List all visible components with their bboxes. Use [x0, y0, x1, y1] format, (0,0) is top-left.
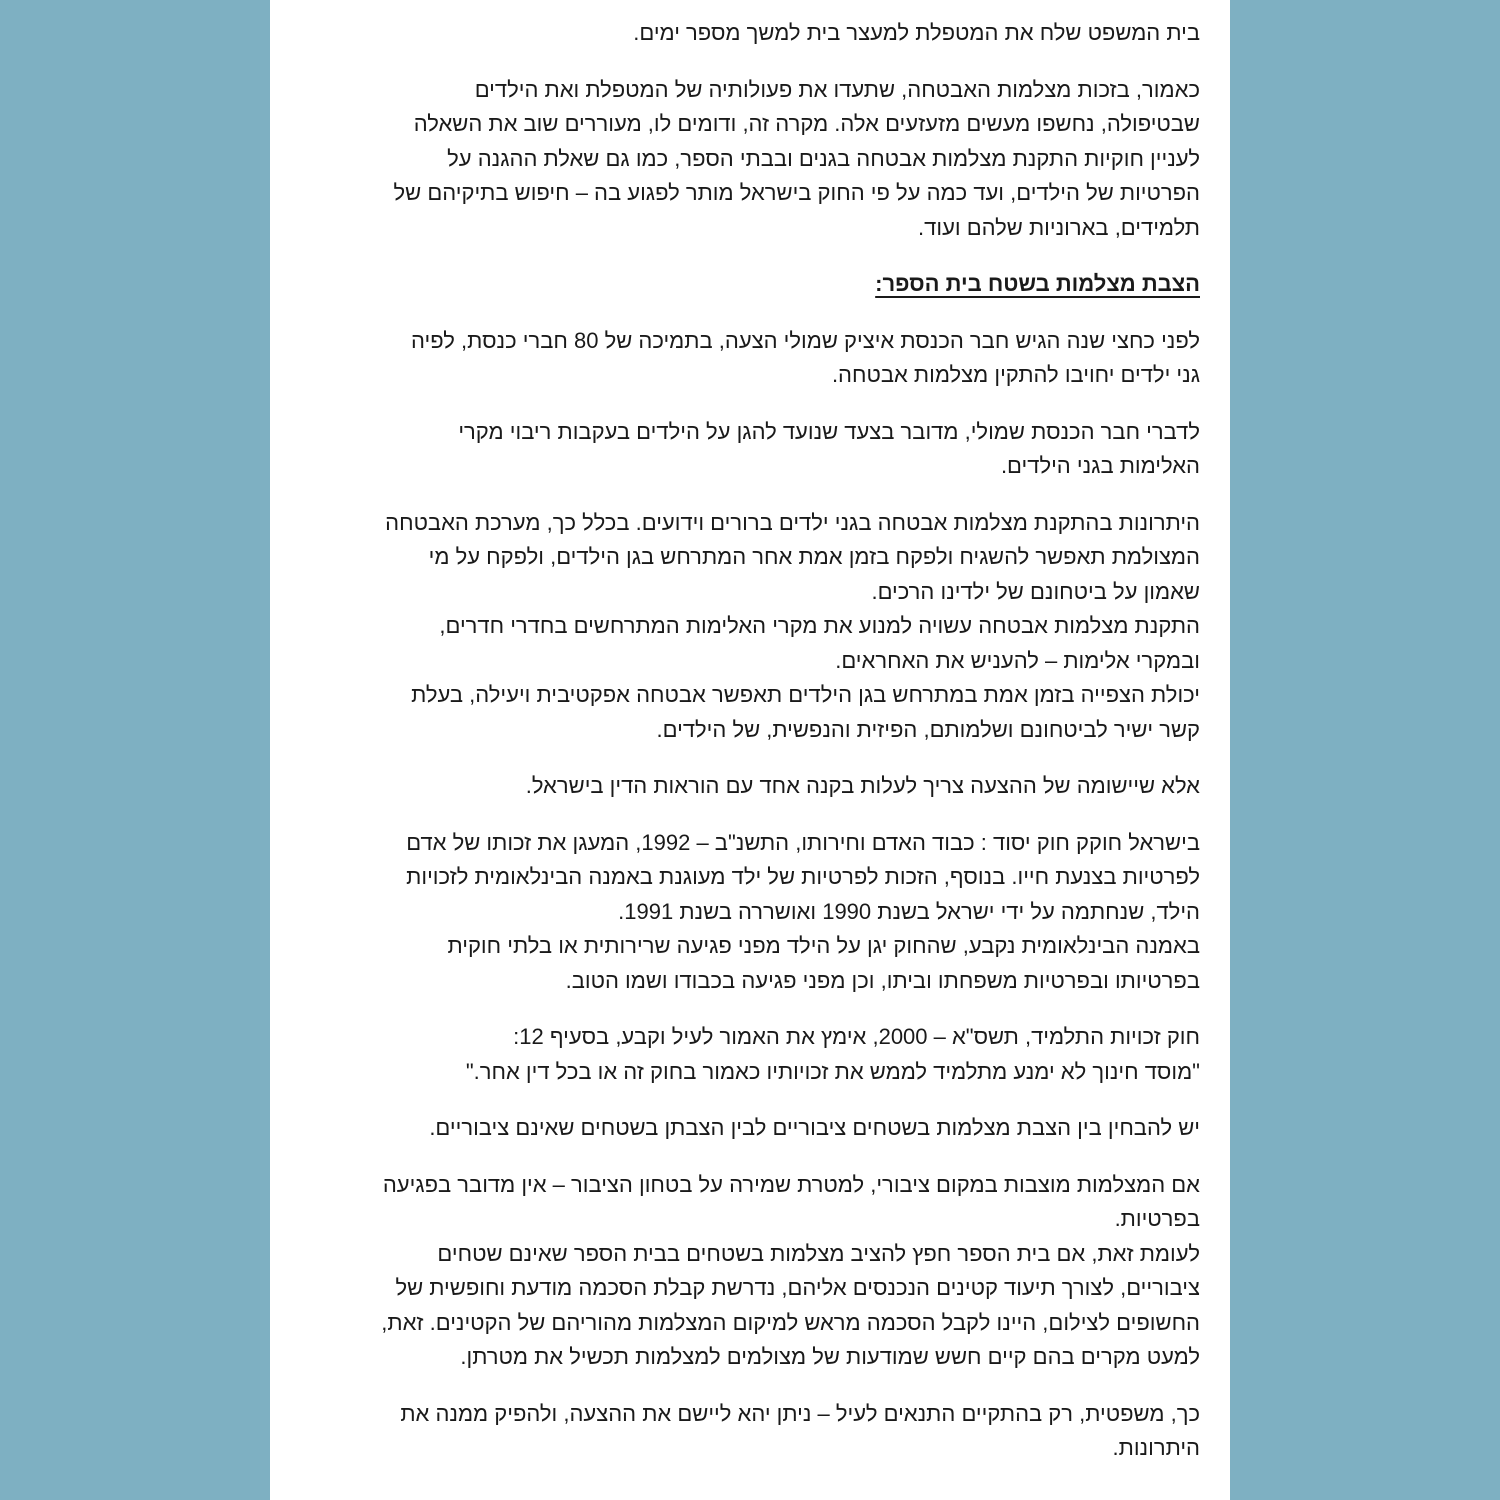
text-line: לדברי חבר הכנסת שמולי, מדובר בצעד שנועד להגן על הילדים בעקבות ריבוי מקרי	[458, 418, 1200, 444]
text-line: ציבוריים, לצורך תיעוד קטינים הנכנסים אליהם, נדרשת קבלת הסכמה מודעת וחופשית של	[395, 1275, 1200, 1300]
paragraph	[314, 324, 1200, 393]
heading-text: הצבת מצלמות בשטח בית הספר:	[875, 271, 1200, 296]
text-line: לפרטיות בצנעת חייו. בנוסף, הזכות לפרטיות של ילד מעוגנת באמנה הבינלאומית לזכויות	[406, 864, 1200, 889]
paragraph	[314, 1397, 1200, 1466]
section-heading	[314, 267, 1200, 302]
paragraph	[314, 826, 1200, 999]
text-line: יכולת הצפייה בזמן אמת במתרחש בגן הילדים תאפשר אבטחה אפקטיבית ויעילה, בעלת	[411, 682, 1200, 707]
text-line: קשר ישיר לביטחונם ושלמותם, הפיזית והנפשית, של הילדים.	[656, 716, 1200, 742]
text-line: בפרטיותו ובפרטיות משפחתו וביתו, וכן מפני פגיעה בכבודו ושמו הטוב.	[565, 967, 1200, 993]
text-line: בית המשפט שלח את המטפלת למעצר בית למשך מספר ימים.	[633, 20, 1200, 45]
paragraph	[314, 769, 1200, 804]
text-line: היתרונות בהתקנת מצלמות אבטחה בגני ילדים ברורים וידועים. בכלל כך, מערכת האבטחה	[385, 509, 1200, 535]
text-line: למעט מקרים בהם קיים חשש שמודעות של מצולמים למצלמות תכשיל את מטרתן.	[460, 1344, 1200, 1369]
text-line: שאמון על ביטחונם של ילדינו הרכים.	[871, 578, 1200, 604]
paragraph	[314, 1111, 1200, 1146]
text-line: תלמידים, בארוניות שלהם ועוד.	[918, 214, 1200, 240]
text-line: היתרונות.	[1112, 1435, 1200, 1460]
text-line: הפרטיות של הילדים, ועד כמה על פי החוק בישראל מותר לפגוע בה – חיפוש בתיקיהם של	[393, 180, 1200, 205]
text-line: שבטיפולה, נחשפו מעשים מזעזעים אלה. מקרה זה, ודומים לו, מעוררים שוב את השאלה	[413, 111, 1200, 136]
text-line: לעניין חוקיות התקנת מצלמות אבטחה בגנים ובבתי הספר, כמו גם שאלת ההגנה על	[447, 145, 1200, 171]
text-line: בישראל חוקק חוק יסוד : כבוד האדם וחירותו, התשנ"ב – 1992, המעגן את זכותו של אדם	[406, 829, 1200, 855]
text-line: החשופים לצילום, היינו לקבל הסכמה מראש למיקום המצלמות מהוריהם של הקטינים. זאת,	[381, 1309, 1200, 1335]
text-line: חוק זכויות התלמיד, תשס"א – 2000, אימץ את האמור לעיל וקבע, בסעיף 12:	[513, 1024, 1200, 1049]
paragraph	[314, 73, 1200, 246]
text-line: האלימות בגני הילדים.	[1000, 453, 1200, 478]
text-line: אלא שיישומה של ההצעה צריך לעלות בקנה אחד עם הוראות הדין בישראל.	[525, 773, 1200, 798]
document-page	[270, 0, 1230, 1500]
paragraph	[314, 506, 1200, 748]
text-line: גני ילדים יחויבו להתקין מצלמות אבטחה.	[831, 362, 1200, 387]
paragraph	[314, 1020, 1200, 1089]
text-line: הילד, שנחתמה על ידי ישראל בשנת 1990 ואושררה בשנת 1991.	[618, 898, 1200, 924]
text-line: באמנה הבינלאומית נקבע, שהחוק יגן על הילד מפני פגיעה שרירותית או בלתי חוקית	[447, 933, 1200, 958]
text-line: "מוסד חינוך לא ימנע מתלמיד לממש את זכויותיו כאמור בחוק זה או בכל דין אחר."	[465, 1058, 1200, 1084]
text-line: לפני כחצי שנה הגיש חבר הכנסת איציק שמולי הצעה, בתמיכה של 80 חברי כנסת, לפיה	[411, 327, 1200, 353]
paragraph	[314, 1168, 1200, 1375]
paragraph	[314, 415, 1200, 484]
paragraph	[314, 16, 1200, 51]
text-line: המצולמת תאפשר להשגיח ולפקח בזמן אמת אחר המתרחש בגן הילדים, ולפקח על מי	[428, 544, 1200, 569]
text-line: בפרטיות.	[1114, 1206, 1200, 1231]
text-line: התקנת מצלמות אבטחה עשויה למנוע את מקרי האלימות המתרחשים בחדרי חדרים,	[439, 613, 1200, 638]
text-line: אם המצלמות מוצבות במקום ציבורי, למטרת שמירה על בטחון הציבור – אין מדובר בפגיעה	[382, 1171, 1200, 1197]
text-line: יש להבחין בין הצבת מצלמות בשטחים ציבוריים לבין הצבתן בשטחים שאינם ציבוריים.	[429, 1115, 1200, 1140]
text-line: כך, משפטית, רק בהתקיים התנאים לעיל – ניתן יהא ליישם את ההצעה, ולהפיק ממנה את	[400, 1400, 1200, 1426]
text-line: לעומת זאת, אם בית הספר חפץ להציב מצלמות בשטחים בבית הספר שאינם שטחים	[437, 1240, 1200, 1266]
text-line: כאמור, בזכות מצלמות האבטחה, שתעדו את פעולותיה של המטפלת ואת הילדים	[474, 76, 1200, 102]
text-line: ובמקרי אלימות – להעניש את האחראים.	[835, 647, 1200, 673]
